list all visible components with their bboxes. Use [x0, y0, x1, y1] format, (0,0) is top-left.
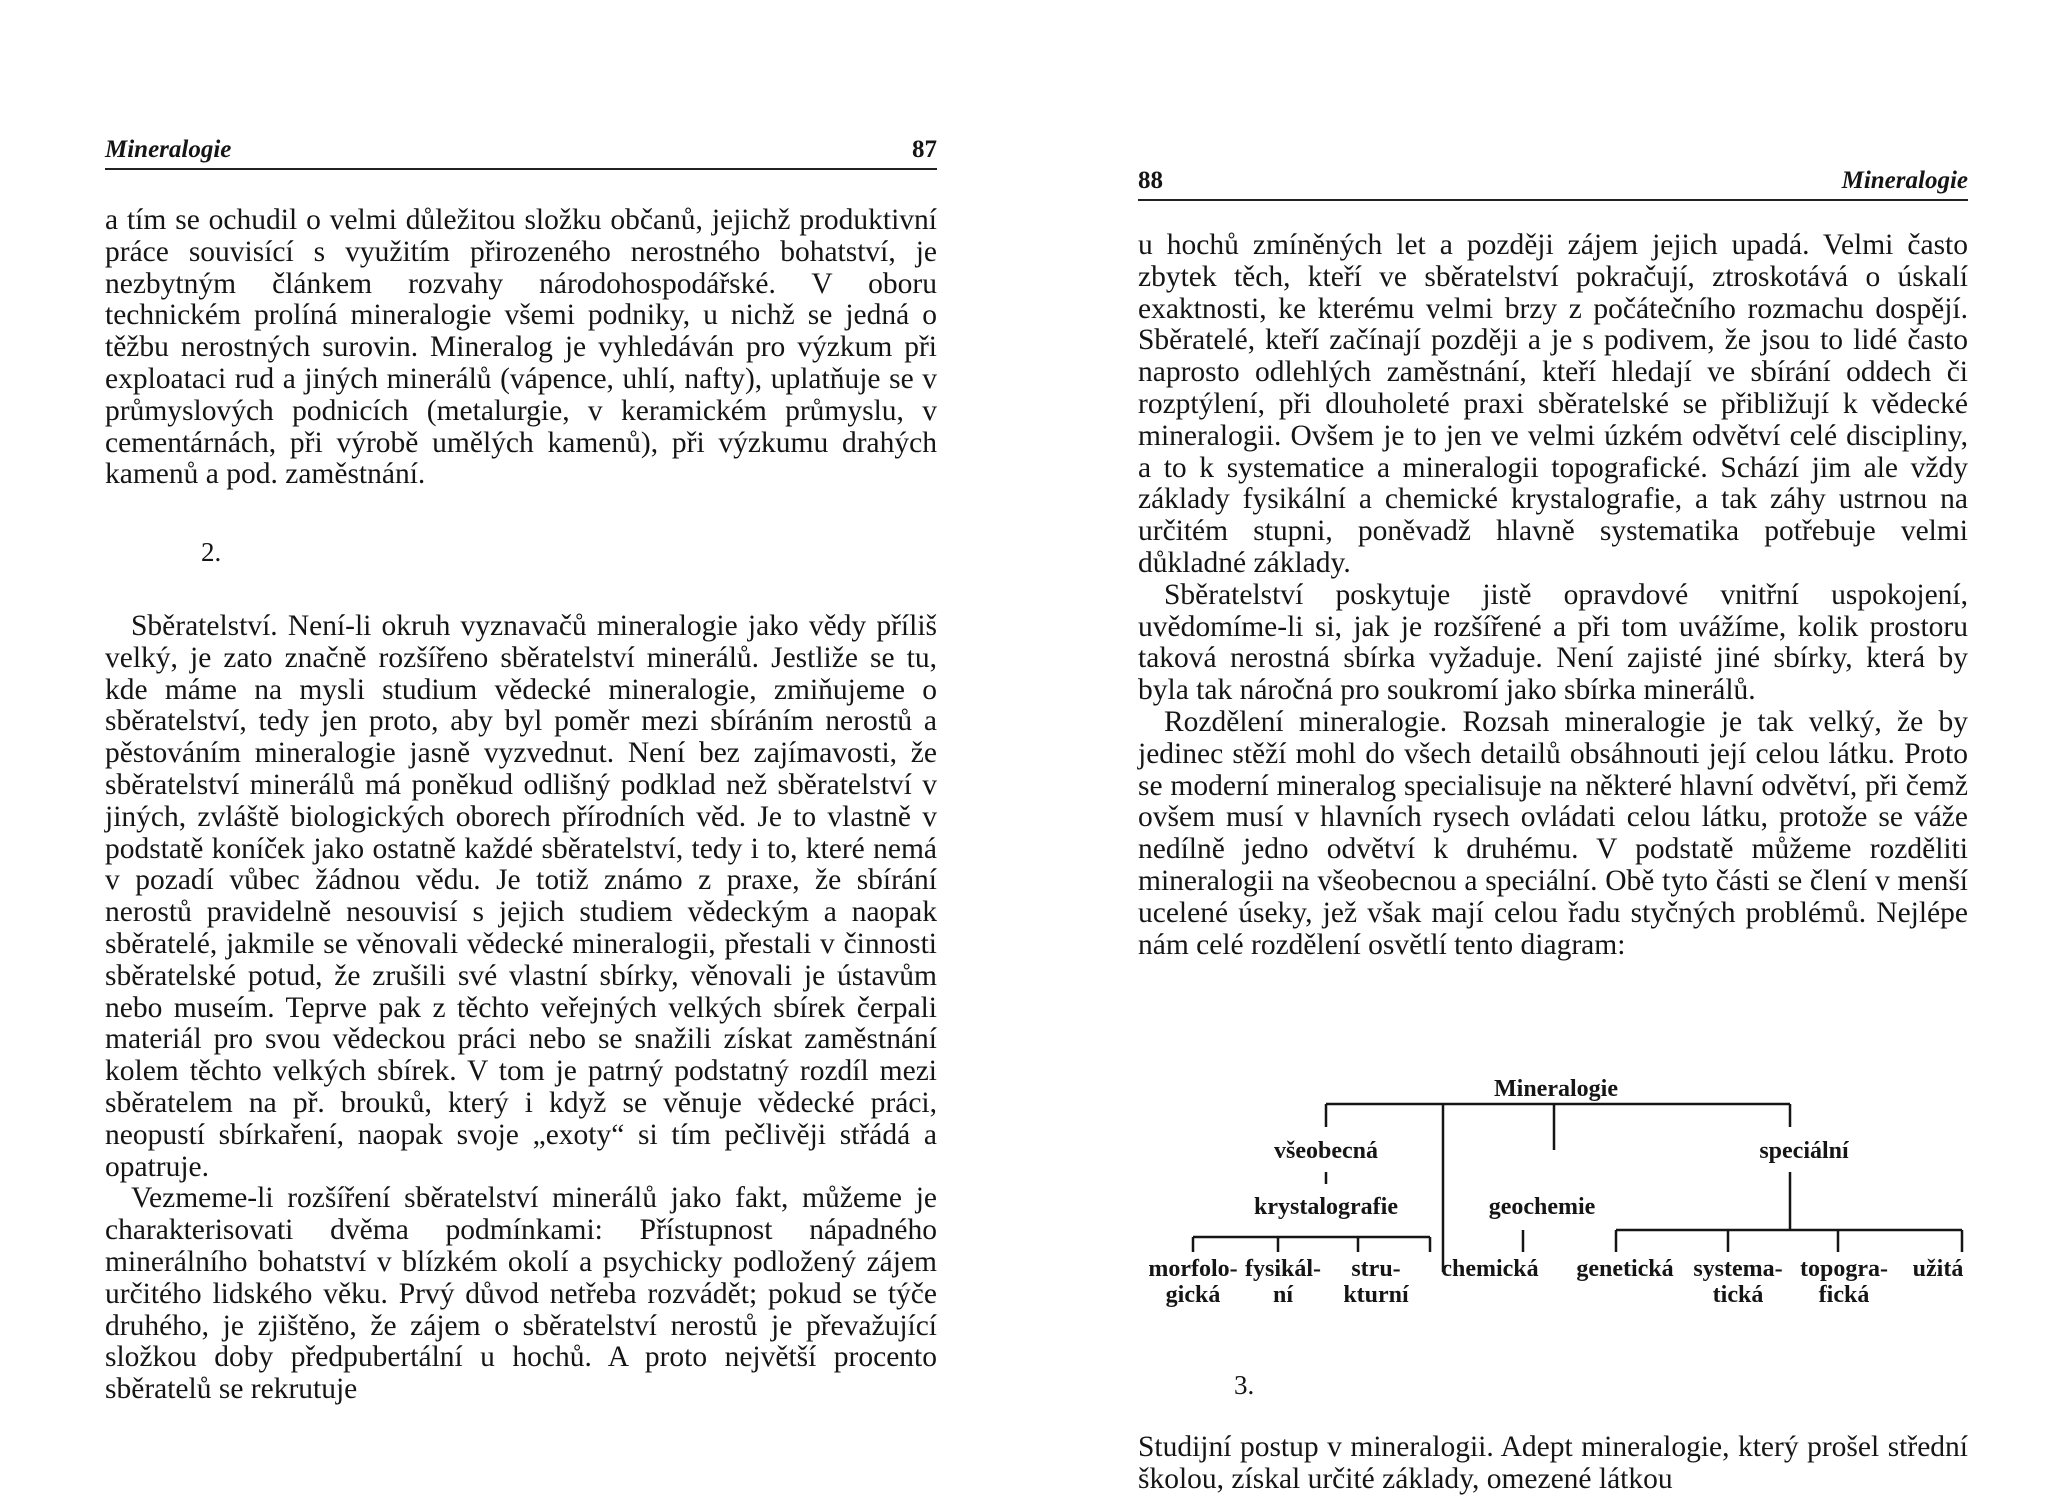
page-header: [105, 134, 937, 170]
diagram-branch-general: všeobecná: [1274, 1138, 1378, 1164]
paragraph: Vezmeme-li rozšíření sběratelství minerálů jako fakt, můžeme je charakterisovati dvěma podmínkami: Přístupnost nápadného minerálního bohatství v blízkém okolí a psychicky podložený zájem určitého lidského věku. Prvý důvod netřeba rozvádět; pokud se týče druhého, je zjištěno, že zájem o sběratelství nerostů je převažující složkou doby předpubertální u hochů. A proto největší procento sběratelů se rekrutuje: [105, 1182, 937, 1406]
page-number: 87: [912, 136, 937, 163]
page-number: 88: [1138, 167, 1163, 194]
diagram-branch-special: speciální: [1759, 1138, 1849, 1164]
paragraph: Sběratelství poskytuje jistě opravdové vnitřní uspokojení, uvědomíme-li si, jak je rozšířené a při tom uvážíme, kolik prostoru taková nerostná sbírka vyžaduje. Není zajisté jiné sbírky, která by byla tak náročná pro soukromí jako sbírka minerálů.: [1138, 578, 1968, 707]
running-title: Mineralogie: [105, 136, 232, 163]
diagram-leaf-genet: genetická: [1576, 1256, 1674, 1282]
paragraph: Studijní postup v mineralogii. Adept mineralogie, který prošel střední školou, získal určité základy, omezené látkou: [1138, 1430, 1968, 1495]
paragraph: Rozdělení mineralogie. Rozsah mineralogie je tak velký, že by jedinec stěží mohl do všech detailů obsáhnouti její celou látku. Proto se moderní mineralog specialisuje na některé hlavní odvětví, při čemž ovšem musí v hlavních rysech ovládati celou látku, protože se váže nedílně jedno odvětví k druhému. V podstatě můžeme rozděliti mineralogii na všeobecnou a speciální. Obě tyto části se člení v menší ucelené úseky, jež však mají celou řadu styčných problémů. Nejlépe nám celé rozdělení osvětlí tento diagram:: [1138, 705, 1968, 961]
diagram-leaf-uzita: užitá: [1912, 1256, 1964, 1282]
diagram-leaf-chem: chemická: [1441, 1256, 1539, 1282]
leaf-line: topogra-: [1800, 1256, 1888, 1282]
leaf-line: tická: [1712, 1282, 1764, 1308]
paragraph: Sběratelství. Není-li okruh vyznavačů mineralogie jako vědy příliš velký, je zato značně rozšířeno sběratelství minerálů. Jestliže se tu, kde máme na mysli studium vědecké mineralogie, zmiňujeme o sběratelství, tedy jen proto, aby byl poměr mezi sbíráním nerostů a pěstováním mineralogie jasně vyzvednut. Není bez zajímavosti, že sběratelství minerálů má poněkud odlišný podklad než sběratelství v jiných, zvláště biologických oborech přírodních věd. Je to vlastně v podstatě koníček jako ostatně každé sběratelství, tedy i to, které nemá v pozadí vůbec žádnou vědu. Je totiž známo z praxe, že sbírání nerostů pravidelně nesouvisí s jejich studiem vědeckým a naopak sběratelé, jakmile se věnovali vědecké mineralogii, přestali v činnosti sběratelské potud, že zrušili své vlastní sbírky, věnovali je ústavům nebo museím. Teprve pak z těchto veřejných velkých sbírek čerpali materiál pro svou vědeckou práci nebo se snažili získat zaměstnání kolem těchto velkých sbírek. V tom je patrný podstatný rozdíl mezi sběratelem na př. brouků, který i když se věnuje vědecké práci, neopustí sbírkaření, naopak svoje „exoty“ si tím pečlivěji střádá a opatruje.: [105, 609, 937, 1183]
body-text-continued: [1138, 1370, 1968, 1495]
diagram-branch-geochem: geochemie: [1488, 1194, 1596, 1220]
classification-diagram: [1138, 1072, 1968, 1332]
body-text: [1138, 230, 1968, 961]
leaf-line: gická: [1165, 1282, 1221, 1308]
diagram-leaf-morpho: [1148, 1256, 1237, 1308]
diagram-root-label: Mineralogie: [1494, 1076, 1618, 1102]
page-header: [1138, 165, 1968, 201]
leaf-line: ní: [1272, 1282, 1294, 1308]
diagram-leaf-fys: [1245, 1256, 1321, 1308]
diagram-leaf-topo: [1800, 1256, 1888, 1308]
diagram-branch-crystal: krystalografie: [1254, 1194, 1398, 1220]
body-text: [105, 205, 937, 1406]
leaf-line: fická: [1818, 1282, 1870, 1308]
section-number: 3.: [1234, 1370, 1255, 1400]
paragraph: a tím se ochudil o velmi důležitou složku občanů, jejichž produktivní práce souvisící s využitím přirozeného nerostného bohatství, je nezbytným článkem rozvahy národohospodářské. V oboru technickém prolíná mineralogie všemi podniky, u nichž se jedná o těžbu nerostných surovin. Mineralog je vyhledáván pro výzkum při exploataci rud a jiných minerálů (vápence, uhlí, nafty), uplatňuje se v průmyslových podnicích (metalurgie, v keramickém průmyslu, v cementárnách, při výrobě umělých kamenů), při výzkumu drahých kamenů a pod. zaměstnání.: [105, 204, 937, 491]
leaf-line: systema-: [1693, 1256, 1783, 1282]
leaf-line: stru-: [1351, 1256, 1401, 1282]
right-page: [1138, 0, 1968, 1500]
running-title: Mineralogie: [1841, 167, 1968, 194]
section-number: 2.: [201, 537, 222, 568]
leaf-line: fysikál-: [1244, 1256, 1322, 1282]
leaf-line: morfolo-: [1148, 1256, 1238, 1282]
diagram-leaf-syst: [1693, 1256, 1782, 1308]
diagram-leaf-stru: [1343, 1256, 1408, 1308]
paragraph: u hochů zmíněných let a později zájem jejich upadá. Velmi často zbytek těch, kteří ve sběratelství pokračují, ztroskotává o úskalí exaktnosti, ke kterému velmi brzy z počátečního rozmachu dospějí. Sběratelé, kteří začínají později a je s podivem, že jsou to lidé často naprosto odlehlých zaměstnání, kteří hledají ve sbírání oddech či rozptýlení, při dlouholeté praxi sběratelské se přibližují k vědecké mineralogii. Ovšem je to jen ve velmi úzkém odvětví celé discipliny, a to k systematice a mineralogii topografické. Schází jim ale vždy základy fysikální a chemické krystalografie, a tak záhy ustrnou na určitém stupni, poněvadž hlavně systematika potřebuje velmi důkladné základy.: [1138, 229, 1968, 579]
leaf-line: kturní: [1343, 1282, 1409, 1308]
left-page: [105, 0, 937, 1500]
